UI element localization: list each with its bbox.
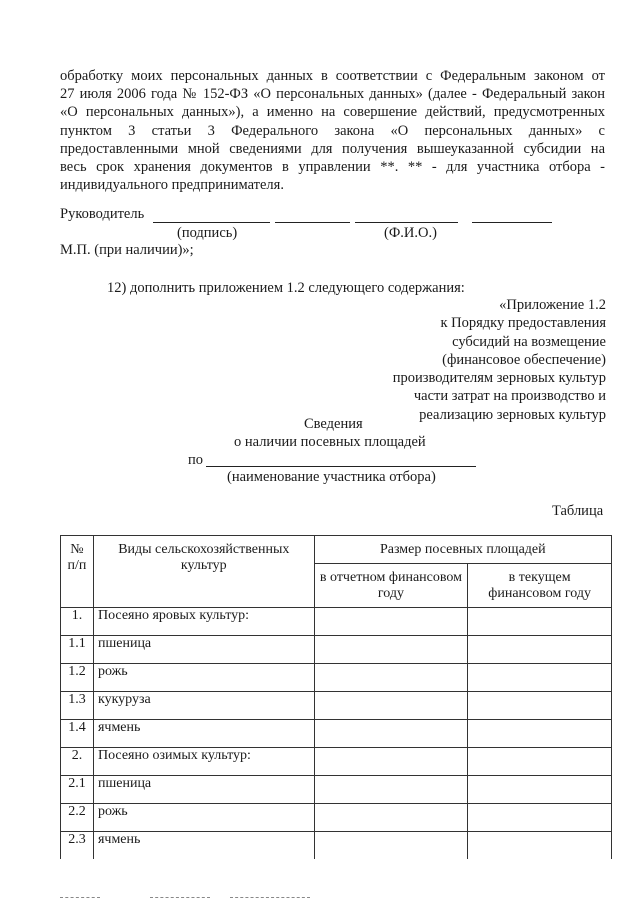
table-row [61,692,612,720]
row-crop: кукуруза [93,692,314,720]
row-num: 2.2 [61,804,94,832]
appendix-line: части затрат на производство и [413,388,606,405]
paragraph-line: предоставленными мной сведениями для получения вышеуказанной субсидии на [60,140,605,157]
row-num: 1.2 [61,664,94,692]
scan-artifact [60,897,100,898]
table-row [61,608,612,636]
reporting-cell[interactable] [314,636,468,664]
row-crop: рожь [93,804,314,832]
current-cell[interactable] [468,804,612,832]
consent-paragraph [60,67,605,194]
reporting-cell[interactable] [314,748,468,776]
row-num: 2.3 [61,832,94,860]
row-crop: пшеница [93,776,314,804]
paragraph-line: весь срок хранения документов в управлении **. ** - для участника отбора - [60,159,605,176]
current-cell[interactable] [468,664,612,692]
paragraph-line: индивидуального предпринимателя. [60,177,284,194]
table-row [61,804,612,832]
row-crop: Посеяно яровых культур: [93,608,314,636]
name-caption: (Ф.И.О.) [384,225,437,241]
row-crop: ячмень [93,832,314,860]
row-num: 1.1 [61,636,94,664]
crop-area-table [60,535,612,859]
reporting-cell[interactable] [314,832,468,860]
reporting-cell[interactable] [314,720,468,748]
reporting-cell[interactable] [314,608,468,636]
participant-name-line [206,466,476,467]
paragraph-line: 27 июля 2006 года № 152-ФЗ «О персональных данных» (далее - Федеральный закон [60,86,605,103]
sign-caption: (подпись) [177,225,238,241]
doc-title: Сведения [304,416,363,432]
current-cell[interactable] [468,776,612,804]
signature-line [275,222,350,223]
header-current-year: в текущем финансовом году [468,564,612,608]
reporting-cell[interactable] [314,804,468,832]
row-num: 2.1 [61,776,94,804]
row-num: 2. [61,748,94,776]
row-crop: пшеница [93,636,314,664]
name-line [472,222,552,223]
amendment-text: 12) дополнить приложением 1.2 следующего содержания: [107,280,465,296]
appendix-line: (финансовое обеспечение) [442,351,606,368]
table-row [61,636,612,664]
paragraph-line: пунктом 3 статьи 3 Федерального закона «О персональных данных» с [60,122,605,139]
paragraph-line: обработку моих персональных данных в соответствии с Федеральным законом от [60,68,605,84]
appendix-line: реализацию зерновых культур [419,406,606,423]
row-num: 1. [61,608,94,636]
row-num: 1.3 [61,692,94,720]
row-crop: ячмень [93,720,314,748]
row-num: 1.4 [61,720,94,748]
current-cell[interactable] [468,636,612,664]
row-crop: рожь [93,664,314,692]
reporting-cell[interactable] [314,692,468,720]
appendix-line: производителям зерновых культур [392,370,606,387]
reporting-cell[interactable] [314,776,468,804]
scan-artifact [230,897,310,898]
signature-line [153,222,270,223]
header-num: № п/п [61,536,94,608]
current-cell[interactable] [468,720,612,748]
header-area: Размер посевных площадей [314,536,611,564]
header-crop: Виды сельскохозяйственных культур [93,536,314,608]
current-cell[interactable] [468,832,612,860]
appendix-line: к Порядку предоставления [440,315,606,332]
scan-artifact [150,897,210,898]
table-row [61,664,612,692]
current-cell[interactable] [468,748,612,776]
header-reporting-year: в отчетном финансовом году [314,564,468,608]
appendix-line: субсидий на возмещение [452,333,606,350]
current-cell[interactable] [468,692,612,720]
name-line [355,222,458,223]
table-row [61,832,612,860]
paragraph-line: «О персональных данных»), а именно на совершение действий, предусмотренных [60,104,605,121]
appendix-header [393,296,606,424]
stamp-note: М.П. (при наличии)»; [60,242,194,258]
table-row [61,748,612,776]
title-by: по [188,452,204,468]
table-row [61,776,612,804]
appendix-line: «Приложение 1.2 [499,297,606,313]
current-cell[interactable] [468,608,612,636]
table-row [61,720,612,748]
participant-caption: (наименование участника отбора) [227,469,436,485]
reporting-cell[interactable] [314,664,468,692]
doc-subtitle: о наличии посевных площадей [234,434,426,450]
table-label: Таблица [552,503,604,519]
head-label: Руководитель [60,206,145,222]
row-crop: Посеяно озимых культур: [93,748,314,776]
